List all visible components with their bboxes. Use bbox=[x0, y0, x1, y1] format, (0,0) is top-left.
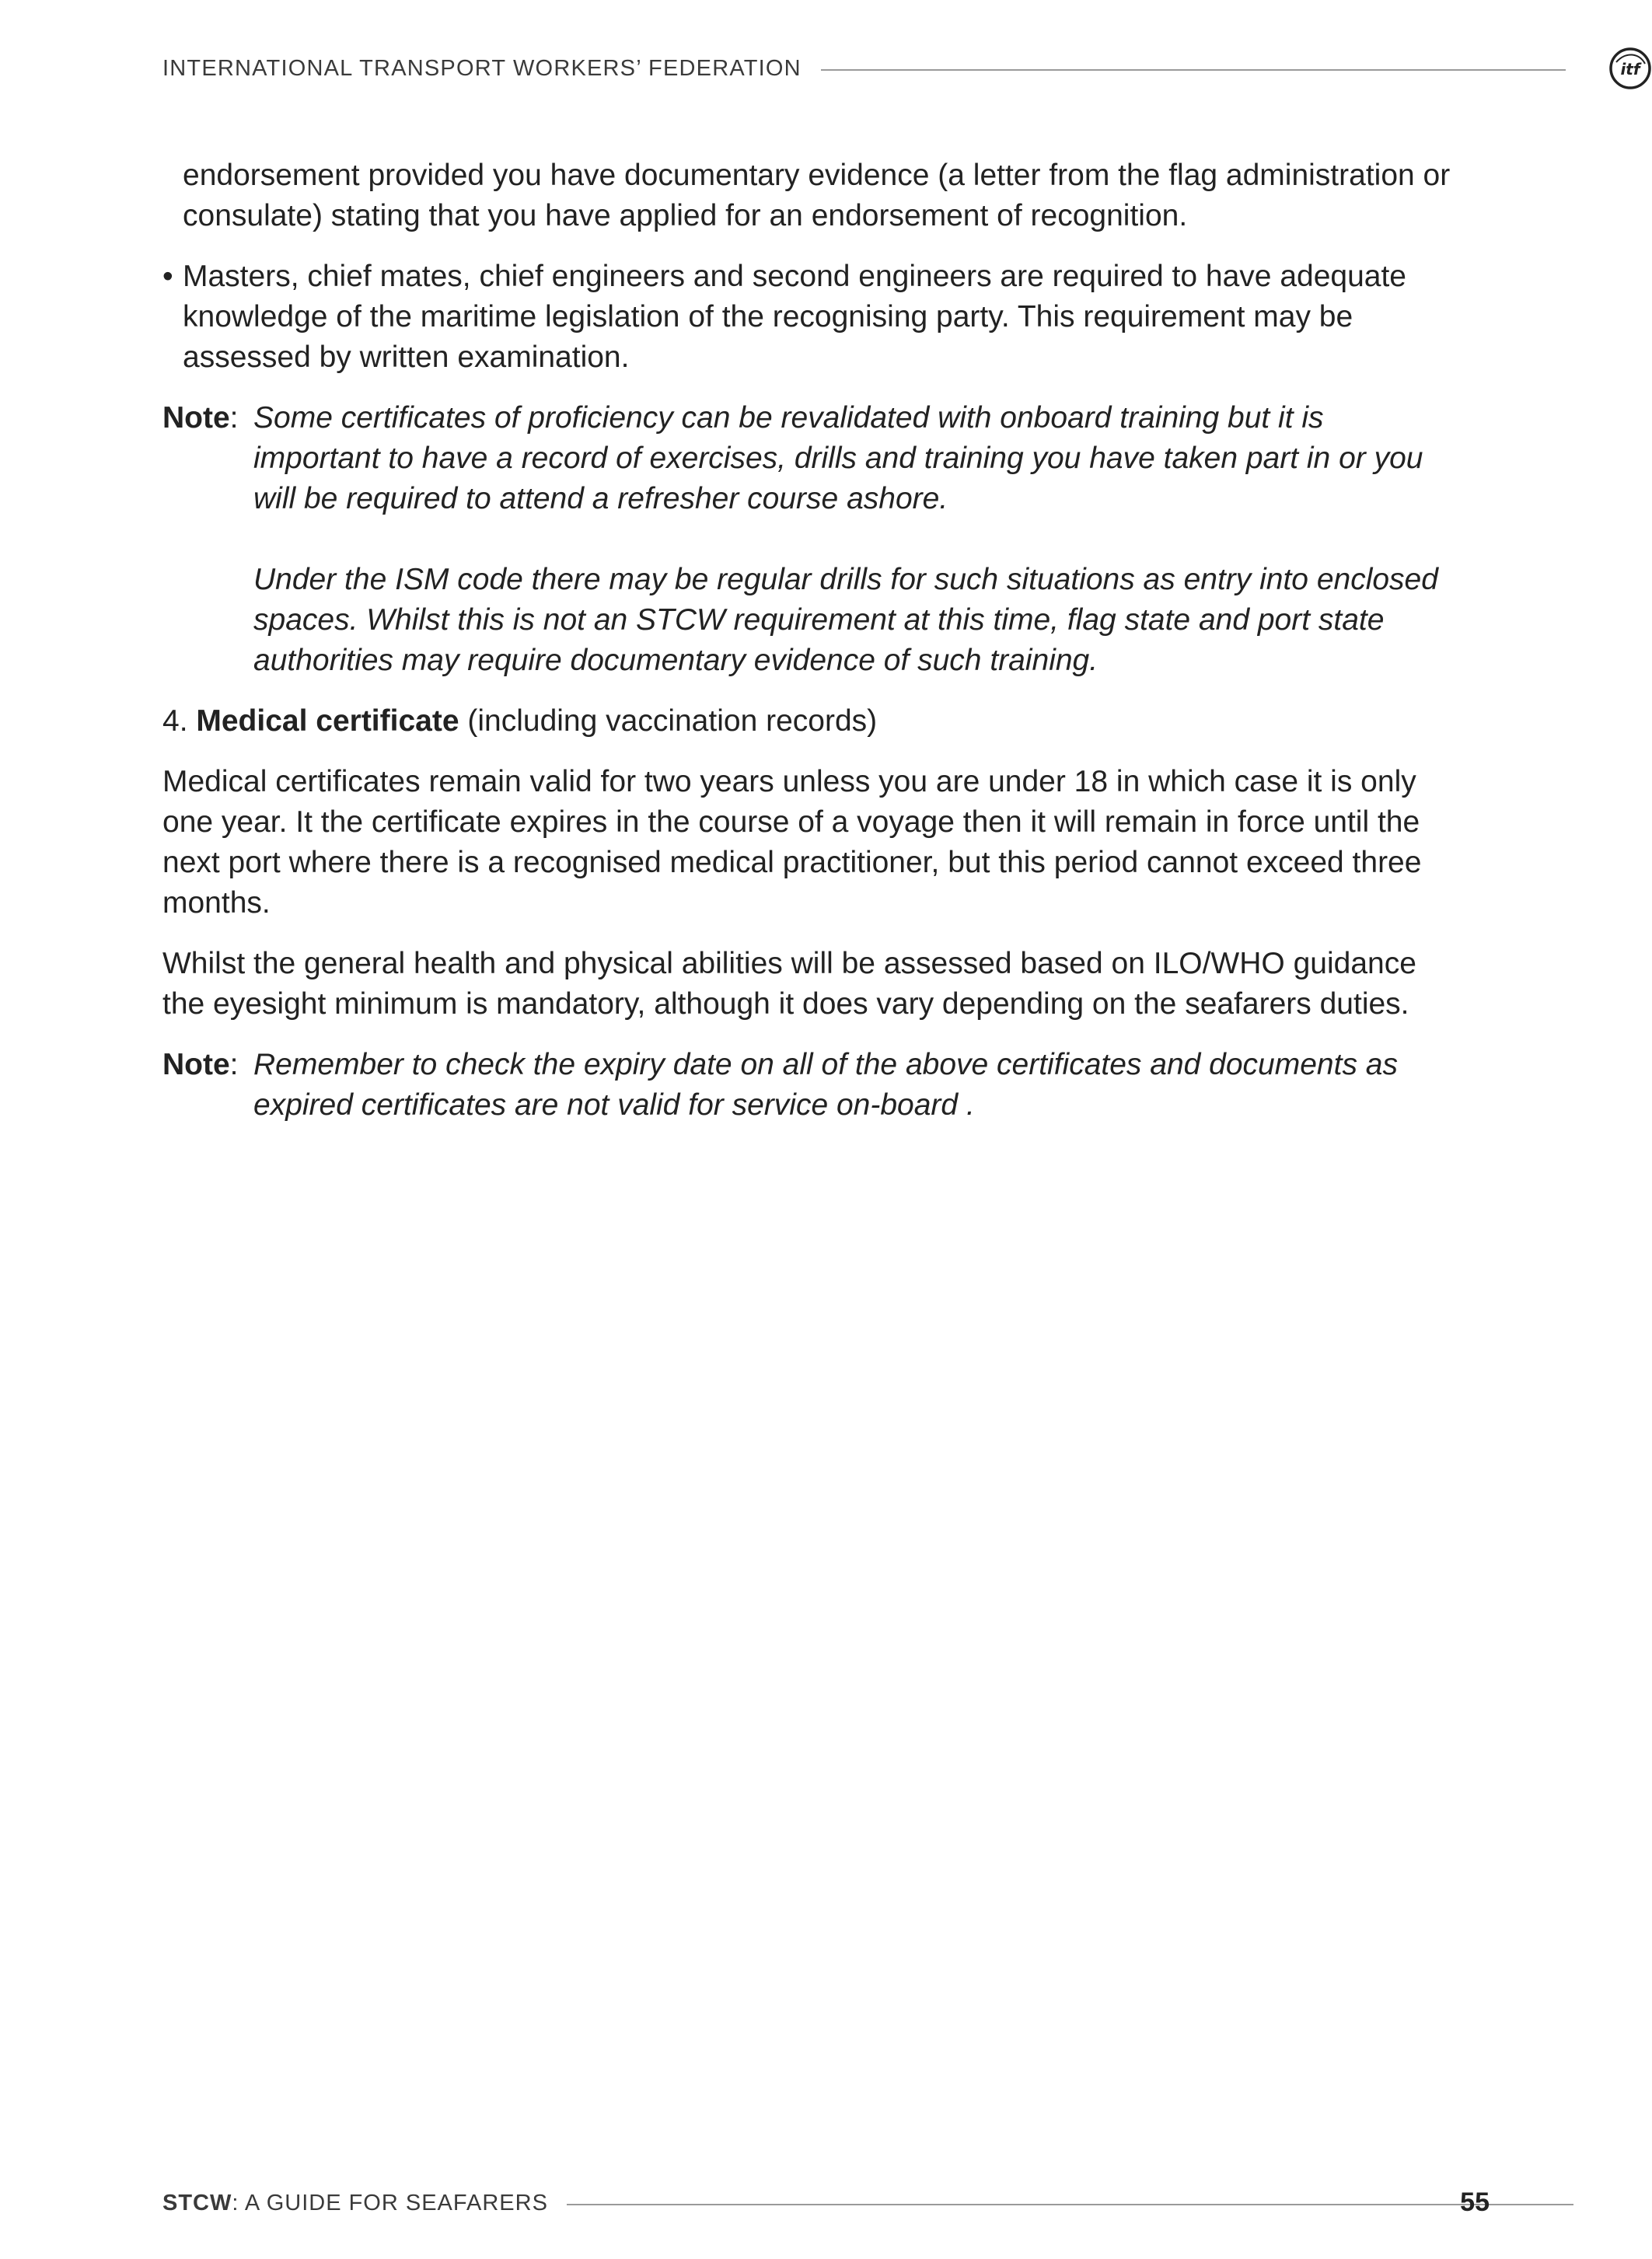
page-footer bbox=[162, 2184, 1496, 2223]
section-subtitle: (including vaccination records) bbox=[467, 704, 878, 738]
note-label: Note: bbox=[162, 1048, 239, 1081]
paragraph-medical-validity: Medical certificates remain valid for two years unless you are under 18 in which case it is only one year. It the certificate expires in the course of a voyage then it will remain in force until the next port where there is a recognised medical practitioner, but this period cannot exceed three months. bbox=[162, 765, 1422, 920]
continuation-paragraph: endorsement provided you have documentary evidence (a letter from the flag administration or consulate) stating that you have applied for an endorsement of recognition. bbox=[183, 159, 1451, 232]
page-content bbox=[162, 155, 1453, 1146]
header-rule bbox=[821, 69, 1566, 71]
page-number: 55 bbox=[1460, 2187, 1490, 2217]
bullet-text: Masters, chief mates, chief engineers and second engineers are required to have adequate knowledge of the maritime legislation of the recognising party. This requirement may be assessed by written examination. bbox=[183, 260, 1406, 374]
page-header bbox=[162, 47, 1640, 93]
paragraph-health: Whilst the general health and physical abilities will be assessed based on ILO/WHO guidance the eyesight minimum is mandatory, although it does vary depending on the seafarers duties. bbox=[162, 947, 1416, 1021]
itf-logo-icon bbox=[1608, 47, 1652, 90]
footer-title: STCW: A GUIDE FOR SEAFARERS bbox=[162, 2191, 548, 2215]
note-proficiency bbox=[162, 398, 1453, 681]
section-title: Medical certificate bbox=[196, 704, 459, 738]
note-label: Note: bbox=[162, 401, 239, 435]
note-paragraph-2: Under the ISM code there may be regular drills for such situations as entry into enclosed spaces. Whilst this is not an STCW requirement at this time, flag state and port state authorities may require documentary evidence of such training. bbox=[253, 563, 1438, 677]
footer-rule bbox=[567, 2204, 1573, 2205]
bullet-mark: • bbox=[162, 260, 173, 293]
note-expiry bbox=[162, 1045, 1453, 1126]
note-paragraph-1: Some certificates of proficiency can be revalidated with onboard training but it is important to have a record of exercises, drills and training you have taken part in or you will be required to attend a refresher course ashore. bbox=[253, 401, 1423, 515]
header-title: INTERNATIONAL TRANSPORT WORKERS’ FEDERATION bbox=[162, 56, 802, 81]
logo-text: itf bbox=[1620, 60, 1640, 79]
bullet-item bbox=[162, 257, 1453, 378]
section-heading-medical: 4. Medical certificate (including vaccination records) bbox=[162, 704, 878, 738]
note-text: Remember to check the expiry date on all of the above certificates and documents as expired certificates are not valid for service on-board . bbox=[253, 1048, 1398, 1122]
